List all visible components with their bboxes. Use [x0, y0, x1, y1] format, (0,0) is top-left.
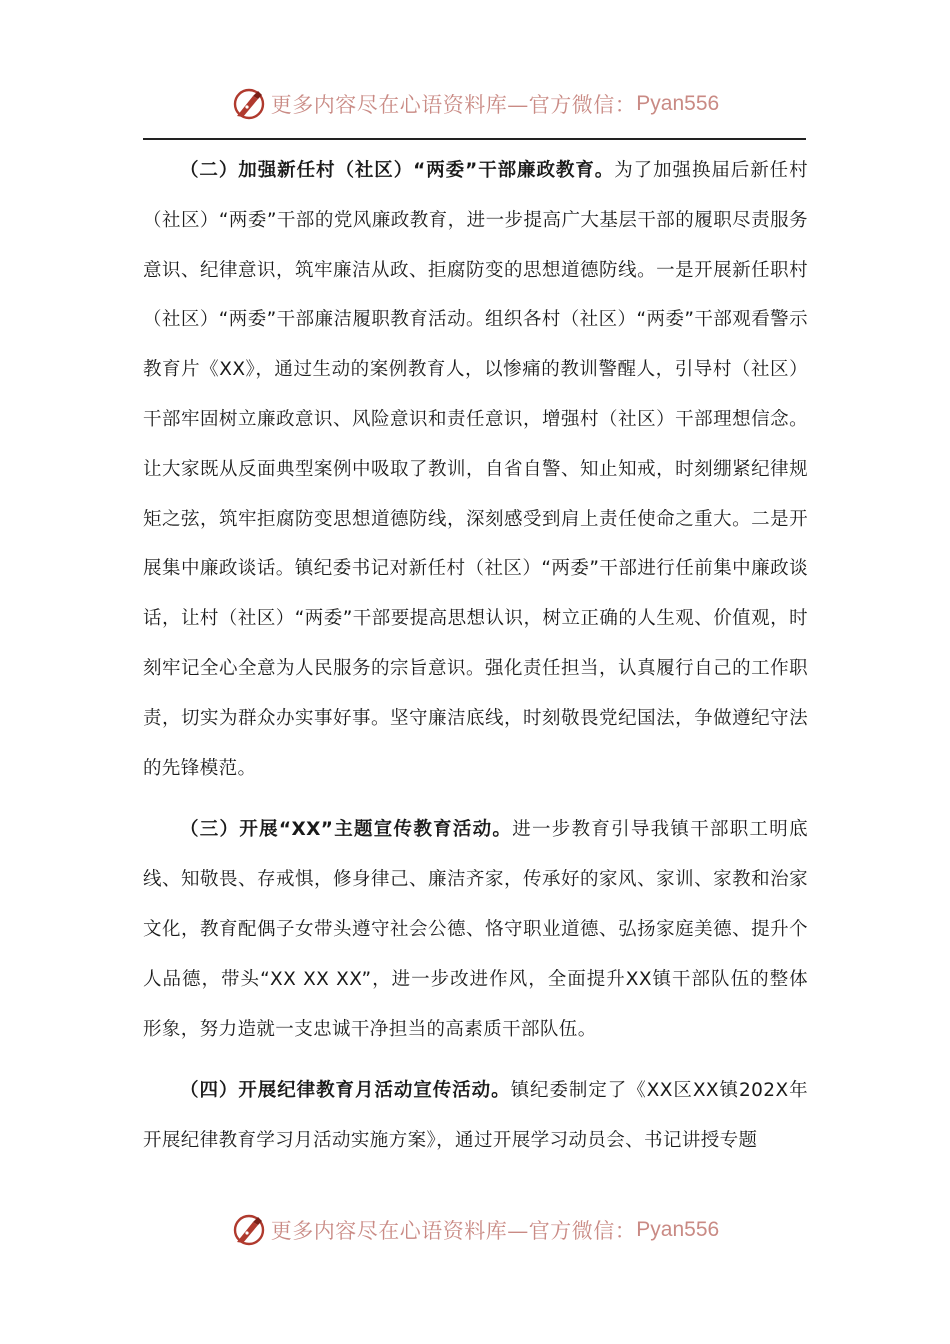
pen-nib-logo-icon	[231, 86, 267, 122]
section-body: 进一步教育引导我镇干部职工明底线、知敬畏、存戒惧，修身律己、廉洁齐家，传承好的家风、家训、家教和治家文化，教育配偶子女带头遵守社会公德、恪守职业道德、弘扬家庭美德、提升个人品德，带头“XX XX XX”，进一步改进作风，全面提升XX镇干部队伍的整体形象，努力造就一支忠诚干净担当的高素质干部队伍。	[143, 819, 808, 1040]
paragraph-section-3	[143, 805, 808, 1054]
section-body: 为了加强换届后新任村（社区）“两委”干部的党风廉政教育，进一步提高广大基层干部的履职尽责服务意识、纪律意识，筑牢廉洁从政、拒腐防变的思想道德防线。一是开展新任职村（社区）“两委”干部廉洁履职教育活动。组织各村（社区）“两委”干部观看警示教育片《XX》，通过生动的案例教育人，以惨痛的教训警醒人，引导村（社区）干部牢固树立廉政意识、风险意识和责任意识，增强村（社区）干部理想信念。让大家既从反面典型案例中吸取了教训，自省自警、知止知戒，时刻绷紧纪律规矩之弦，筑牢拒腐防变思想道德防线，深刻感受到肩上责任使命之重大。二是开展集中廉政谈话。镇纪委书记对新任村（社区）“两委”干部进行任前集中廉政谈话，让村（社区）“两委”干部要提高思想认识，树立正确的人生观、价值观，时刻牢记全心全意为人民服务的宗旨意识。强化责任担当，认真履行自己的工作职责，切实为群众办实事好事。坚守廉洁底线，时刻敬畏党纪国法，争做遵纪守法的先锋模范。	[143, 160, 808, 779]
footer-banner-text: 更多内容尽在心语资料库—官方微信：	[270, 1219, 637, 1243]
section-heading: （二）加强新任村（社区）“两委”干部廉政教育。	[180, 160, 615, 181]
header-wechat-id: Pyan556	[636, 92, 720, 115]
section-heading: （四）开展纪律教育月活动宣传活动。	[180, 1080, 511, 1102]
header-watermark-banner	[0, 82, 950, 126]
document-body	[143, 146, 808, 1166]
header-banner-text: 更多内容尽在心语资料库—官方微信：	[270, 93, 637, 117]
footer-wechat-id: Pyan556	[636, 1218, 720, 1241]
header-divider	[143, 138, 806, 140]
paragraph-section-4	[143, 1066, 808, 1166]
section-heading: （三）开展“XX”主题宣传教育活动。	[180, 819, 513, 841]
pen-nib-logo-icon	[231, 1212, 267, 1248]
paragraph-section-2	[143, 146, 808, 793]
footer-watermark-banner	[0, 1208, 950, 1252]
section-body: 镇纪委制定了《XX区XX镇202X年开展纪律教育学习月活动实施方案》，通过开展学习动员会、书记讲授专题	[143, 1080, 808, 1152]
